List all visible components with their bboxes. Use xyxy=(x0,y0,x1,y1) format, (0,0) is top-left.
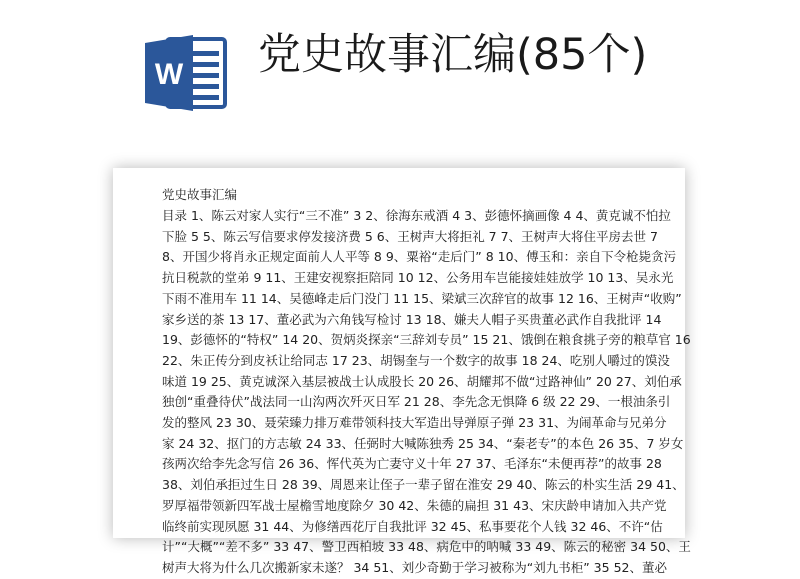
document-line: 38、刘伯承拒过生日 28 39、周恩来让侄子一辈子留在淮安 29 40、陈云的朴实生活 29 41、 xyxy=(162,477,685,493)
page-title: 党史故事汇编(85个) xyxy=(258,30,648,80)
document-line: 罗厚福带领新四军战士屋檐雪地度除夕 30 42、朱德的扁担 31 43、宋庆龄申请加入共产党 xyxy=(162,497,667,513)
document-line: 下雨不准用车 11 14、吴德峰走后门没门 11 15、梁斌三次辞官的故事 12 16、王树声“收购” xyxy=(162,290,682,306)
header xyxy=(0,0,800,170)
document-line: 目录 1、陈云对家人实行“三不准” 3 2、徐海东戒酒 4 3、彭德怀摘画像 4 4、黄克诚不怕拉 xyxy=(162,208,671,223)
document-line: 孩两次给李先念写信 26 36、恽代英为亡妻守义十年 27 37、毛泽东“未便再荐”的故事 28 xyxy=(162,456,662,472)
document-line: 计”“大概”“差不多” 33 47、警卫西柏坡 33 48、病危中的呐喊 33 49、陈云的秘密 34 50、王 xyxy=(162,539,691,555)
document-line: 家乡送的茶 13 17、董必武为六角钱写检讨 13 18、嫌夫人帽子买贵董必武作自我批评 14 xyxy=(162,311,662,327)
document-line: 家 24 32、抠门的方志敏 24 33、任弼时大喊陈独秀 25 34、“秦老专”的本色 26 35、7 岁女 xyxy=(162,435,684,451)
document-line: 发的整风 23 30、聂荣臻力排万难带领科技大军造出导弹原子弹 23 31、为闹革命与兄弟分 xyxy=(162,415,667,431)
document-line: 8、开国少将肖永正规定面前人人平等 8 9、粟裕“走后门” 8 10、傅玉和：亲自下令枪毙贪污 xyxy=(162,249,677,265)
document-body xyxy=(162,206,691,579)
document-line: 下脸 5 5、陈云写信要求停发接济费 5 6、王树声大将拒礼 7 7、王树声大将住平房去世 7 xyxy=(162,228,658,244)
document-line: 独创“重叠待伏”战法同一山沟两次歼灭日军 21 28、李先念无惧降 6 级 22 29、一根油条引 xyxy=(162,394,671,410)
document-heading: 党史故事汇编 xyxy=(162,187,238,202)
document-line: 22、朱正传分到皮袄让给同志 17 23、胡锡奎与一个数字的故事 18 24、吃别人嚼过的馍没 xyxy=(162,352,670,368)
document-page xyxy=(113,168,691,575)
document-line: 19、彭德怀的“特权” 14 20、贺炳炎探亲“三辞刘专员” 15 21、饿倒在粮食挑子旁的粮草官 16 xyxy=(162,332,691,348)
document-line: 临终前实现夙愿 31 44、为修缮西花厅自我批评 32 45、私事要花个人钱 32 46、不许“估 xyxy=(162,518,663,534)
word-icon-letter: W xyxy=(154,58,184,91)
document-line: 味道 19 25、黄克诚深入基层被战士认成股长 20 26、胡耀邦不做“过路神仙” 20 27、刘伯承 xyxy=(162,373,682,389)
document-line: 树声大将为什么几次搬新家未遂？ 34 51、刘少奇勤于学习被称为“刘九书柜” 35 52、董必 xyxy=(162,559,667,575)
document-line: 抗日税款的堂弟 9 11、王建安视察拒陪同 10 12、公务用车岂能接娃娃放学 10 13、吴永光 xyxy=(162,270,674,286)
word-icon xyxy=(143,33,229,113)
